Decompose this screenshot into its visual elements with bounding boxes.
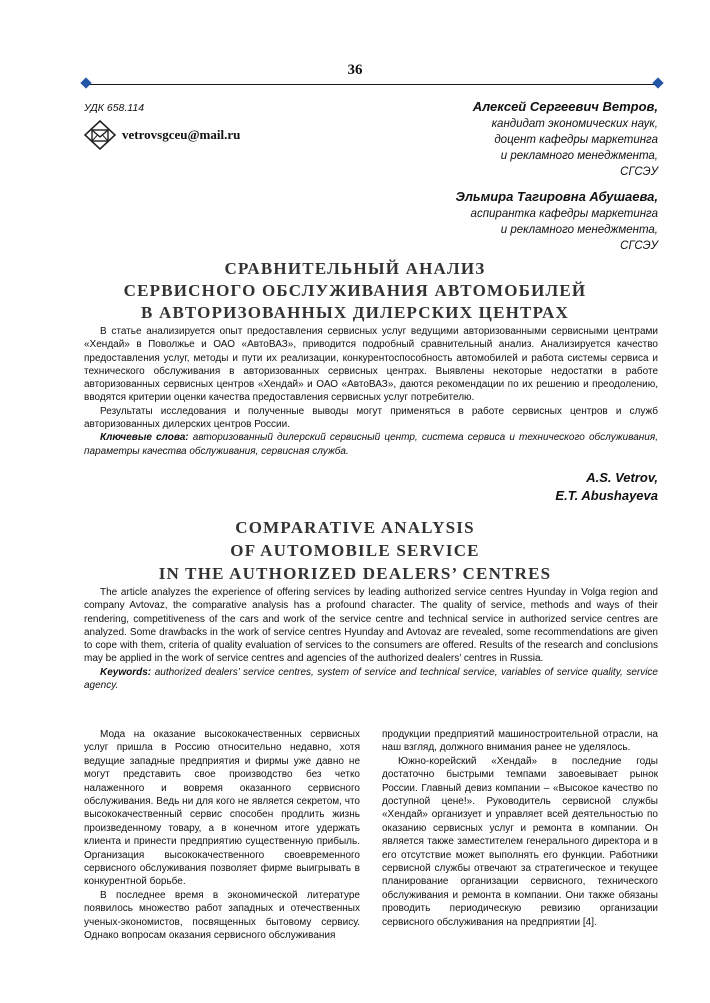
author-block (455, 188, 658, 254)
author-name-en: E.T. Abushayeva (555, 488, 658, 503)
author-affiliation-line: СГСЭУ (620, 240, 658, 252)
author-affiliation-line: аспирантка кафедры маркетинга (470, 208, 658, 220)
article-title-ru (0, 258, 710, 324)
body-column-left (84, 728, 360, 943)
article-title-en (0, 516, 710, 585)
author-name-en: A.S. Vetrov, (586, 470, 658, 485)
title-line: OF AUTOMOBILE SERVICE (230, 541, 480, 560)
body-paragraph: продукции предприятий машиностроительной отрасли, на наш взгляд, должного внимания ранее не уделялось. (382, 729, 658, 754)
author-affiliation-line: кандидат экономических наук, (491, 118, 658, 130)
abstract-paragraph: В статье анализируется опыт предоставления сервисных услуг ведущими авторизованными сервисными центрами «Хендай» в Поволжье и ОАО «АвтоВАЗ», приводится подробный сравнительный анализ. Анализируется качество предоставления услуг, методы и пути их реализации, конкурентоспособность автомобилей и работа системы сервиса и технического обслуживания в авторизованных сервисных центрах. Выявлены некоторые недостатки в работе авторизованных сервисных центров «Хендай» и ОАО «АвтоВАЗ», даются рекомендации по их решению и преодолению, вводятся критерии оценки качества предоставления сервисных услуг потребителю. (84, 326, 658, 404)
author-email[interactable]: vetrovsgceu@mail.ru (122, 127, 241, 142)
title-line: СРАВНИТЕЛЬНЫЙ АНАЛИЗ (224, 259, 486, 278)
body-paragraph: Южно-корейский «Хендай» в последние годы достаточно быстрыми темпами завоевывает рынок России. Главный девиз компании – «Высокое качество по доступной цене!». Руководитель сервисной службы «Хендай» организует и управляет всей деятельностью по оказанию сервисных услуг и ремонта в компании. Он является также заместителем генерального директора и в его отсутствие может выполнять его функции. Работники сервисной службы отвечают за стратегическое и текущее планирование организации сервисного, технического обслуживания и ремонта в компании. Они также обязаны проводить периодическую ревизию организации сервисного обслуживания на предприятии [4]. (382, 755, 658, 928)
author-affiliation-line: доцент кафедры маркетинга (494, 134, 658, 146)
title-line: IN THE AUTHORIZED DEALERS’ CENTRES (158, 564, 552, 583)
authors-en (555, 469, 658, 505)
body-paragraph: В последнее время в экономической литературе появилось множество работ западных и отечественных ученых-экономистов, посвященных бытовому сервису. Однако вопросам оказания сервисного обслуживания (84, 889, 360, 942)
email-block (84, 120, 240, 150)
keywords-ru (84, 431, 658, 458)
title-line: В АВТОРИЗОВАННЫХ ДИЛЕРСКИХ ЦЕНТРАХ (141, 303, 569, 322)
keywords-label: Ключевые слова: (100, 432, 189, 444)
author-name: Алексей Сергеевич Ветров, (472, 99, 658, 114)
author-affiliation-line: и рекламного менеджмента, (500, 224, 658, 236)
author-block (473, 98, 658, 180)
envelope-at-icon (84, 120, 116, 150)
keywords-label: Keywords: (100, 666, 152, 678)
abstract-paragraph: Результаты исследования и полученные выводы могут применяться в работе сервисных центров и служб авторизованных дилерских центров России. (84, 405, 658, 431)
diamond-icon (80, 77, 91, 88)
body-column-right (382, 728, 658, 929)
body-paragraph: Мода на оказание высококачественных сервисных услуг пришла в Россию относительно недавно, хотя ведущие западные предприятия и фирмы уже давно не могут представить свое производство без четко налаженного и вовремя оказанного сервисного обслуживания. Ведь ни для кого не является секретом, что высококачественный сервис способен продлить жизнь произведенному товару, а в конечном итоге удержать клиента и принести предприятию существенную прибыль. Организация высококачественного своевременного сервисного обслуживания позволяет фирме выигрывать в конкурентной борьбе. (84, 729, 360, 888)
keywords-en (84, 666, 658, 693)
keywords-text: авторизованный дилерский сервисный центр, система сервиса и технического обслуживания, параметры качества обслуживания, сервисная служба. (84, 432, 658, 457)
header-rule (88, 84, 660, 85)
author-affiliation-line: и рекламного менеджмента, (500, 150, 658, 162)
title-line: COMPARATIVE ANALYSIS (235, 518, 475, 537)
title-line: СЕРВИСНОГО ОБСЛУЖИВАНИЯ АВТОМОБИЛЕЙ (123, 281, 587, 300)
abstract-paragraph: The article analyzes the experience of offering services by leading authorized service centres Hyunday in Volga region and company Avtovaz, the comparative analysis has a profound character. The quality of service, methods and ways of their rendering, competitiveness of the cars and work of the service centre and technical service in authorized service centres are analyzed. Some drawbacks in the work of service centres Hyunday and Avtovaz are revealed, some recommendations are given to cope with them, criteria of quality evaluation of services to the consumers are offered. Results of the research and conclusions may be applied in the work of service centres and agencies of the authorized dealers’ centres in Russia. (84, 587, 658, 665)
keywords-text: authorized dealers’ service centres, system of service and technical service, variables of service quality, service agency. (84, 666, 658, 692)
diamond-icon (652, 77, 663, 88)
author-name: Эльмира Тагировна Абушаева, (455, 189, 658, 204)
udk-code: УДК 658.114 (84, 102, 145, 114)
abstract-ru (84, 325, 658, 458)
author-affiliation-line: СГСЭУ (620, 166, 658, 178)
page-number: 36 (347, 62, 363, 78)
abstract-en (84, 586, 658, 692)
